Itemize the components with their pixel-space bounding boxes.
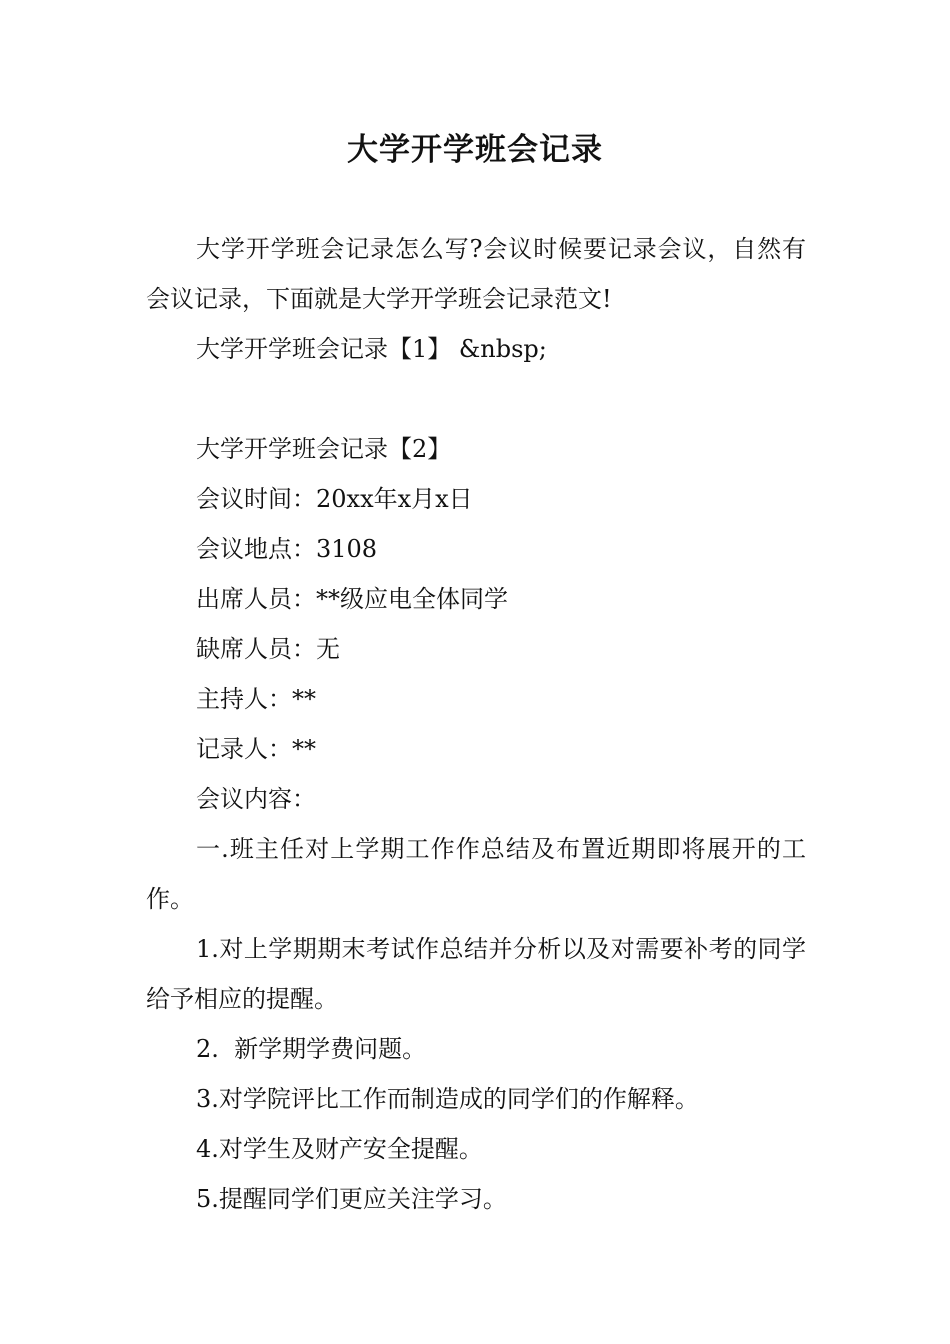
agenda-item-1: 1.对上学期期末考试作总结并分析以及对需要补考的同学给予相应的提醒。 <box>146 935 806 1013</box>
agenda-item-5: 5.提醒同学们更应关注学习。 <box>196 1185 507 1213</box>
absentees: 缺席人员：无 <box>196 635 340 663</box>
agenda-item-2: 2. 新学期学费问题。 <box>196 1035 427 1063</box>
document-title: 大学开学班会记录 <box>347 132 603 168</box>
recorder: 记录人：** <box>196 735 316 763</box>
meeting-time: 会议时间：20xx年x月x日 <box>196 485 473 513</box>
agenda-item-4: 4.对学生及财产安全提醒。 <box>196 1135 483 1163</box>
section-1-heading: 大学开学班会记录【1】 &nbsp; <box>196 335 547 363</box>
agenda-item-3: 3.对学院评比工作而制造成的同学们的作解释。 <box>196 1085 699 1113</box>
host: 主持人：** <box>196 685 316 713</box>
content-label: 会议内容： <box>196 785 316 813</box>
attendees: 出席人员：**级应电全体同学 <box>196 585 508 613</box>
document-body <box>146 224 806 1224</box>
meeting-place: 会议地点：3108 <box>196 535 378 563</box>
section-2-heading: 大学开学班会记录【2】 <box>196 435 452 463</box>
blank-line <box>146 374 806 424</box>
intro-paragraph: 大学开学班会记录怎么写?会议时候要记录会议，自然有会议记录，下面就是大学开学班会记录范文! <box>146 235 806 313</box>
agenda-item-main: 一.班主任对上学期工作作总结及布置近期即将展开的工作。 <box>146 835 806 913</box>
